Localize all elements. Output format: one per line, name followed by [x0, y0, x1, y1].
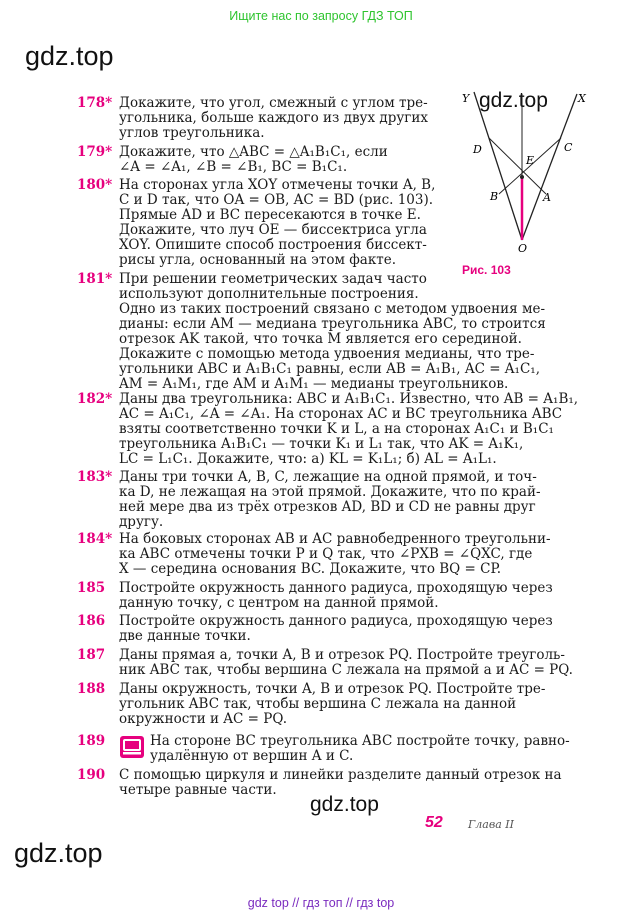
- text-line: Докажите, что △ABC = △A₁B₁C₁, если: [119, 144, 388, 160]
- text-line: удалённую от вершин A и C.: [150, 748, 354, 764]
- text-line: Одно из таких построений связано с методом удвоения ме-: [119, 301, 546, 317]
- text-line: ней мере два из трёх отрезков AD, BD и CD не равны друг: [119, 499, 536, 515]
- text-line: Прямые AD и BC пересекаются в точке E.: [119, 207, 421, 223]
- problem-text: [119, 648, 589, 678]
- problem-text: [119, 614, 589, 644]
- text-line: дианы: если AM — медиана треугольника ABC, то строится: [119, 316, 546, 332]
- text-line: Докажите, что луч OE — биссектриса угла: [119, 222, 427, 238]
- problem-number: 182*: [77, 391, 113, 407]
- text-line: четыре равные части.: [119, 782, 277, 798]
- text-line: отрезок AK такой, что точка M является его серединой.: [119, 331, 522, 347]
- watermark-figure: gdz.top: [479, 89, 548, 112]
- chapter-label: Глава II: [468, 818, 514, 831]
- problem-text: [119, 682, 589, 727]
- text-line: рисы угла, основанный на этом факте.: [119, 252, 397, 268]
- text-line: треугольника A₁B₁C₁ — точки K₁ и L₁ так, что AK = A₁K₁,: [119, 436, 524, 452]
- text-line: ник ABC так, чтобы вершина C лежала на прямой a и AC = PQ.: [119, 662, 573, 678]
- label-b: B: [490, 190, 499, 203]
- problem-text: [119, 392, 589, 467]
- problem-number: 183*: [77, 469, 113, 485]
- problem-number: 178*: [77, 95, 113, 111]
- problem-number: 188: [77, 681, 106, 697]
- watermark-bottom-left: gdz.top: [14, 838, 103, 868]
- text-line: X — середина основания BC. Докажите, что BQ = CP.: [119, 561, 502, 577]
- angle-diagram: [452, 90, 602, 270]
- text-line: Даны три точки A, B, C, лежащие на одной прямой, и точ-: [119, 469, 537, 485]
- label-o: O: [518, 242, 528, 255]
- label-e: E: [526, 154, 535, 167]
- text-line: На боковых сторонах AB и AC равнобедренного треугольни-: [119, 531, 551, 547]
- problem-text: [119, 581, 589, 611]
- text-line: ка D, не лежащая на этой прямой. Докажите, что по край-: [119, 484, 541, 500]
- page-number: 52: [425, 814, 443, 831]
- problem-number: 184*: [77, 531, 113, 547]
- label-x: X: [578, 92, 586, 105]
- problem-number: 185: [77, 580, 106, 596]
- text-line: Докажите, что угол, смежный с углом тре-: [119, 95, 428, 111]
- ray-ox: [522, 94, 577, 240]
- figure-103: [452, 90, 602, 270]
- text-line: углов треугольника.: [119, 125, 265, 141]
- text-line: AC = A₁C₁, ∠A = ∠A₁. На сторонах AC и BC треугольника ABC: [119, 406, 563, 422]
- watermark-bottom-center: gdz.top: [310, 793, 379, 816]
- text-line: используют дополнительные построения.: [119, 286, 419, 302]
- text-line: LC = L₁C₁. Докажите, что: а) KL = K₁L₁; б) AL = A₁L₁.: [119, 451, 497, 467]
- text-line: C и D так, что OA = OB, AC = BD (рис. 103).: [119, 192, 434, 208]
- label-a: A: [543, 191, 551, 204]
- text-line: угольника, больше каждого из двух других: [119, 110, 428, 126]
- text-line: две данные точки.: [119, 628, 251, 644]
- text-line: На стороне BC треугольника ABC постройте точку, равно-: [150, 733, 570, 749]
- bottom-banner[interactable]: gdz top // гдз топ // гдз top: [247, 896, 395, 910]
- point-e: [520, 175, 524, 179]
- problem-number: 186: [77, 613, 106, 629]
- problem-text: [119, 272, 589, 392]
- problem-number: 189: [77, 733, 106, 749]
- text-line: Даны прямая a, точки A, B и отрезок PQ. Постройте треуголь-: [119, 647, 565, 663]
- text-line: угольники ABC и A₁B₁C₁ равны, если AB = A₁B₁, AC = A₁C₁,: [119, 361, 540, 377]
- problem-text: [119, 768, 589, 798]
- problem-number: 180*: [77, 177, 113, 193]
- problem-number: 187: [77, 647, 106, 663]
- text-line: взяты соответственно точки K и L, а на сторонах A₁C₁ и B₁C₁: [119, 421, 554, 437]
- text-line: XOY. Опишите способ построения биссект-: [119, 237, 427, 253]
- text-line: При решении геометрических задач часто: [119, 271, 427, 287]
- label-c: C: [564, 141, 573, 154]
- text-line: ка ABC отмечены точки P и Q так, что ∠PXB = ∠QXC, где: [119, 546, 533, 562]
- top-banner[interactable]: Ищите нас по запросу ГДЗ ТОП: [229, 9, 413, 23]
- computer-icon: [119, 735, 145, 759]
- problem-number: 181*: [77, 271, 113, 287]
- text-line: другу.: [119, 514, 164, 530]
- problem-number: 179*: [77, 144, 113, 160]
- problem-text: [119, 145, 445, 175]
- problem-text: [119, 470, 589, 530]
- problem-text: [150, 734, 590, 764]
- problem-text: [119, 96, 445, 141]
- ray-oy: [474, 92, 522, 240]
- text-line: Даны окружность, точки A, B и отрезок PQ. Постройте тре-: [119, 681, 546, 697]
- problem-text: [119, 532, 589, 577]
- text-line: данную точку, с центром на данной прямой.: [119, 595, 439, 611]
- text-line: На сторонах угла XOY отмечены точки A, B,: [119, 177, 436, 193]
- text-line: ∠A = ∠A₁, ∠B = ∠B₁, BC = B₁C₁.: [119, 159, 348, 175]
- text-line: Постройте окружность данного радиуса, проходящую через: [119, 613, 553, 629]
- text-line: С помощью циркуля и линейки разделите данный отрезок на: [119, 767, 562, 783]
- label-d: D: [473, 143, 482, 156]
- problem-number: 190: [77, 767, 106, 783]
- text-line: Докажите с помощью метода удвоения медианы, что тре-: [119, 346, 535, 362]
- text-line: окружности и AC = PQ.: [119, 711, 288, 727]
- text-line: Даны два треугольника: ABC и A₁B₁C₁. Известно, что AB = A₁B₁,: [119, 391, 579, 407]
- text-line: Постройте окружность данного радиуса, проходящую через: [119, 580, 553, 596]
- figure-caption: Рис. 103: [462, 263, 511, 277]
- label-y: Y: [462, 92, 470, 105]
- problem-text: [119, 178, 445, 268]
- text-line: угольник ABC так, чтобы вершина C лежала на данной: [119, 696, 517, 712]
- text-line: AM = A₁M₁, где AM и A₁M₁ — медианы треугольников.: [119, 376, 509, 392]
- watermark-top-left: gdz.top: [25, 41, 114, 71]
